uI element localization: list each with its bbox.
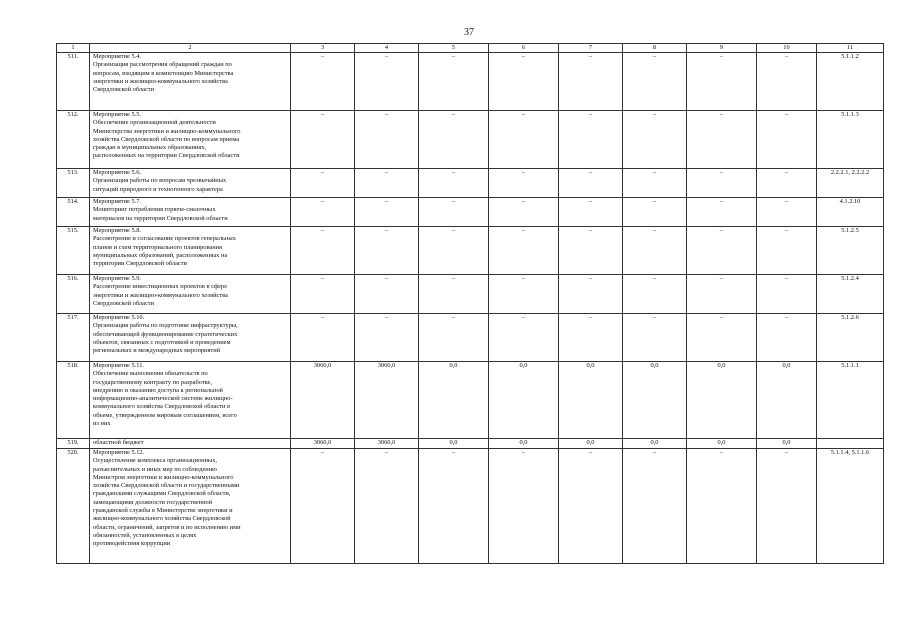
column-header: 3 [291, 44, 355, 53]
activity-name-line: Министром энергетики и жилищно-коммунального [93, 473, 234, 481]
funding-value: – [489, 314, 559, 362]
funding-value: – [757, 314, 817, 362]
table-row [57, 314, 884, 362]
activity-name [90, 169, 291, 198]
funding-value: – [291, 449, 355, 564]
funding-value: – [489, 449, 559, 564]
activity-name-line: Организация работы по подготовке инфраструктуры, [93, 322, 238, 330]
activity-name-line: Рассмотрение и согласование проектов генеральных [93, 235, 236, 243]
column-header: 6 [489, 44, 559, 53]
funding-value: – [757, 111, 817, 169]
activity-name-line: гражданской службы в Министерстве энергетики и [93, 507, 233, 515]
table-body [57, 53, 884, 564]
activity-name [90, 439, 291, 449]
column-header: 2 [90, 44, 291, 53]
funding-value: – [419, 227, 489, 275]
activities-table [56, 43, 884, 564]
funding-value: – [559, 275, 623, 314]
activity-name-line: противодействия коррупции [93, 540, 171, 548]
funding-value: – [355, 227, 419, 275]
activity-name-line: из них [93, 420, 111, 428]
funding-value: 0,0 [419, 362, 489, 439]
activity-name-line: объеме, утвержденном мировым соглашением, всего [93, 411, 237, 419]
activity-name-line: муниципальных образований, расположенных на [93, 251, 228, 259]
target-indicator: 5.1.2.5 [817, 227, 884, 275]
funding-value: – [757, 449, 817, 564]
table-row [57, 53, 884, 111]
table-row [57, 275, 884, 314]
funding-value: 0,0 [687, 439, 757, 449]
activity-name [90, 111, 291, 169]
funding-value: – [291, 169, 355, 198]
funding-value: – [757, 169, 817, 198]
activity-name-line: Обеспечение выполнения обязательств по [93, 370, 208, 378]
target-indicator [817, 439, 884, 449]
row-number: 516. [57, 275, 90, 314]
funding-value: – [687, 227, 757, 275]
activity-name-line: Мероприятие 5.12. [93, 449, 145, 456]
funding-value: – [757, 227, 817, 275]
activity-name-line: замещающими должности государственной [93, 498, 213, 506]
column-header: 4 [355, 44, 419, 53]
funding-value: 0,0 [419, 439, 489, 449]
activity-name [90, 53, 291, 111]
funding-value: – [291, 111, 355, 169]
activity-name-line: региональных и международных мероприятий [93, 347, 221, 355]
activity-name-line: Обеспечение организационной деятельности [93, 119, 216, 127]
funding-value: – [419, 169, 489, 198]
column-header: 5 [419, 44, 489, 53]
target-indicator: 5.1.2.4 [817, 275, 884, 314]
column-header: 11 [817, 44, 884, 53]
activity-name-line: разъяснительных и иных мер по соблюдению [93, 465, 217, 473]
funding-value: – [355, 53, 419, 111]
activity-name-line: планов и схем территориального планирования [93, 243, 223, 251]
funding-value: – [291, 198, 355, 227]
funding-value: 0,0 [559, 439, 623, 449]
target-indicator: 5.1.1.3 [817, 111, 884, 169]
funding-value: – [419, 111, 489, 169]
funding-value: – [757, 275, 817, 314]
row-number: 514. [57, 198, 90, 227]
funding-value: – [489, 275, 559, 314]
activity-name-line: Мероприятие 5.11. [93, 362, 144, 369]
funding-value: – [291, 227, 355, 275]
funding-value: 0,0 [559, 362, 623, 439]
column-header: 7 [559, 44, 623, 53]
activity-name-line: Мероприятие 5.5. [93, 111, 142, 118]
activity-name-line: объектов, связанных с подготовкой и проведением [93, 338, 231, 346]
table-row [57, 111, 884, 169]
activity-name [90, 227, 291, 275]
funding-value: – [687, 169, 757, 198]
activity-name-line: областной бюджет [93, 439, 144, 446]
funding-value: – [355, 111, 419, 169]
funding-value: – [489, 198, 559, 227]
activity-name-line: государственному контракту по разработке, [93, 378, 212, 386]
activity-name [90, 198, 291, 227]
activity-name-line: Свердловской области [93, 86, 154, 94]
funding-value: – [623, 314, 687, 362]
page-number: 37 [464, 27, 474, 38]
activity-name-line: энергетики и жилищно-коммунального хозяйства [93, 77, 228, 85]
funding-value: – [757, 198, 817, 227]
activity-name [90, 275, 291, 314]
funding-value: 0,0 [757, 362, 817, 439]
activity-name [90, 314, 291, 362]
funding-value: 0,0 [623, 439, 687, 449]
activity-name-line: Свердловской области [93, 299, 154, 307]
funding-value: – [419, 314, 489, 362]
table-row [57, 439, 884, 449]
funding-value: 3060,0 [291, 439, 355, 449]
table-row [57, 449, 884, 564]
funding-value: 0,0 [687, 362, 757, 439]
activity-name-line: Мониторинг потребления горюче-смазочных [93, 206, 216, 214]
funding-value: – [559, 449, 623, 564]
funding-value: – [559, 53, 623, 111]
target-indicator: 5.1.1.4, 5.1.1.6 [817, 449, 884, 564]
activity-name-line: обязанностей, установленных в целях [93, 531, 197, 539]
funding-value: – [559, 169, 623, 198]
activity-name-line: Осуществление комплекса организационных, [93, 457, 217, 465]
funding-value: – [687, 53, 757, 111]
funding-value: – [489, 227, 559, 275]
row-number: 518. [57, 362, 90, 439]
table-row [57, 169, 884, 198]
funding-value: – [489, 53, 559, 111]
activity-name-line: граждан в муниципальных образованиях, [93, 144, 207, 152]
column-header: 9 [687, 44, 757, 53]
activity-name-line: вопросам, входящим в компетенцию Министерства [93, 69, 234, 77]
funding-value: – [419, 275, 489, 314]
funding-value: – [559, 198, 623, 227]
row-number: 517. [57, 314, 90, 362]
activity-name-line: Организация работы по вопросам чрезвычайных [93, 177, 227, 185]
funding-value: – [623, 53, 687, 111]
activity-name-line: области, ограничений, запретов и по исполнению ими [93, 523, 241, 531]
row-number: 511. [57, 53, 90, 111]
activity-name-line: Мероприятие 5.4. [93, 53, 142, 60]
funding-value: – [355, 449, 419, 564]
activity-name-line: ситуаций природного и техногенного характера [93, 185, 223, 193]
activity-name-line: Мероприятие 5.8. [93, 227, 142, 234]
funding-value: – [291, 53, 355, 111]
funding-value: 3060,0 [291, 362, 355, 439]
activity-name [90, 362, 291, 439]
funding-value: – [559, 111, 623, 169]
funding-value: – [623, 227, 687, 275]
activity-name-line: информационно-аналитической системе жилищно- [93, 395, 233, 403]
funding-value: – [489, 111, 559, 169]
row-number: 515. [57, 227, 90, 275]
activity-name-line: Мероприятие 5.7. [93, 198, 142, 205]
funding-value: – [419, 198, 489, 227]
column-number-row [57, 44, 884, 53]
funding-value: – [687, 275, 757, 314]
funding-value: – [355, 314, 419, 362]
activity-name-line: хозяйства Свердловской области по вопросам приема [93, 135, 240, 143]
funding-value: 0,0 [489, 362, 559, 439]
activity-name-line: расположенных на территории Свердловской области [93, 152, 240, 160]
activity-name-line: материалов на территории Свердловской области [93, 214, 228, 222]
funding-value: – [623, 198, 687, 227]
table-row [57, 362, 884, 439]
table-row [57, 227, 884, 275]
funding-value: – [419, 449, 489, 564]
activity-name [90, 449, 291, 564]
funding-value: 3060,0 [355, 362, 419, 439]
target-indicator: 4.1.2.10 [817, 198, 884, 227]
activity-name-line: Министерства энергетики и жилищно-коммунального [93, 127, 241, 135]
funding-value: – [623, 169, 687, 198]
funding-value: 3060,0 [355, 439, 419, 449]
row-number: 513. [57, 169, 90, 198]
funding-value: – [687, 449, 757, 564]
funding-value: – [559, 314, 623, 362]
row-number: 520. [57, 449, 90, 564]
funding-value: – [489, 169, 559, 198]
funding-value: 0,0 [623, 362, 687, 439]
activity-name-line: Мероприятие 5.6. [93, 169, 142, 176]
funding-value: 0,0 [757, 439, 817, 449]
funding-value: – [291, 314, 355, 362]
activity-name-line: Мероприятие 5.9. [93, 275, 142, 282]
row-number: 512. [57, 111, 90, 169]
activity-name-line: Рассмотрение инвестиционных проектов в сфере [93, 283, 228, 291]
activity-name-line: Организация рассмотрения обращений граждан по [93, 61, 232, 69]
activity-name-line: хозяйства Свердловской области и государственными [93, 482, 240, 490]
activity-name-line: Мероприятие 5.10. [93, 314, 145, 321]
funding-value: – [687, 111, 757, 169]
target-indicator: 2.2.2.1, 2.2.2.2 [817, 169, 884, 198]
activity-name-line: обеспечивающей функционирование стратегических [93, 330, 238, 338]
target-indicator: 5.1.2.6 [817, 314, 884, 362]
funding-value: – [757, 53, 817, 111]
funding-value: – [623, 111, 687, 169]
funding-value: – [559, 227, 623, 275]
target-indicator: 5.1.1.2 [817, 53, 884, 111]
funding-value: – [687, 314, 757, 362]
table-row [57, 198, 884, 227]
funding-value: – [623, 449, 687, 564]
activity-name-line: гражданскими служащими Свердловской области, [93, 490, 231, 498]
column-header: 8 [623, 44, 687, 53]
funding-value: – [687, 198, 757, 227]
funding-value: – [623, 275, 687, 314]
funding-value: – [355, 198, 419, 227]
activity-name-line: коммунального хозяйства Свердловской области в [93, 403, 231, 411]
funding-value: – [355, 275, 419, 314]
funding-value: – [291, 275, 355, 314]
activity-name-line: внедрению и оказанию доступа к региональной [93, 386, 223, 394]
column-header: 10 [757, 44, 817, 53]
funding-value: 0,0 [489, 439, 559, 449]
activity-name-line: энергетики и жилищно-коммунального хозяйства [93, 291, 228, 299]
activity-name-line: жилищно-коммунального хозяйства Свердловской [93, 515, 231, 523]
activity-name-line: территории Свердловской области [93, 260, 187, 268]
target-indicator: 5.1.1.1 [817, 362, 884, 439]
funding-value: – [419, 53, 489, 111]
column-header: 1 [57, 44, 90, 53]
row-number: 519. [57, 439, 90, 449]
funding-value: – [355, 169, 419, 198]
